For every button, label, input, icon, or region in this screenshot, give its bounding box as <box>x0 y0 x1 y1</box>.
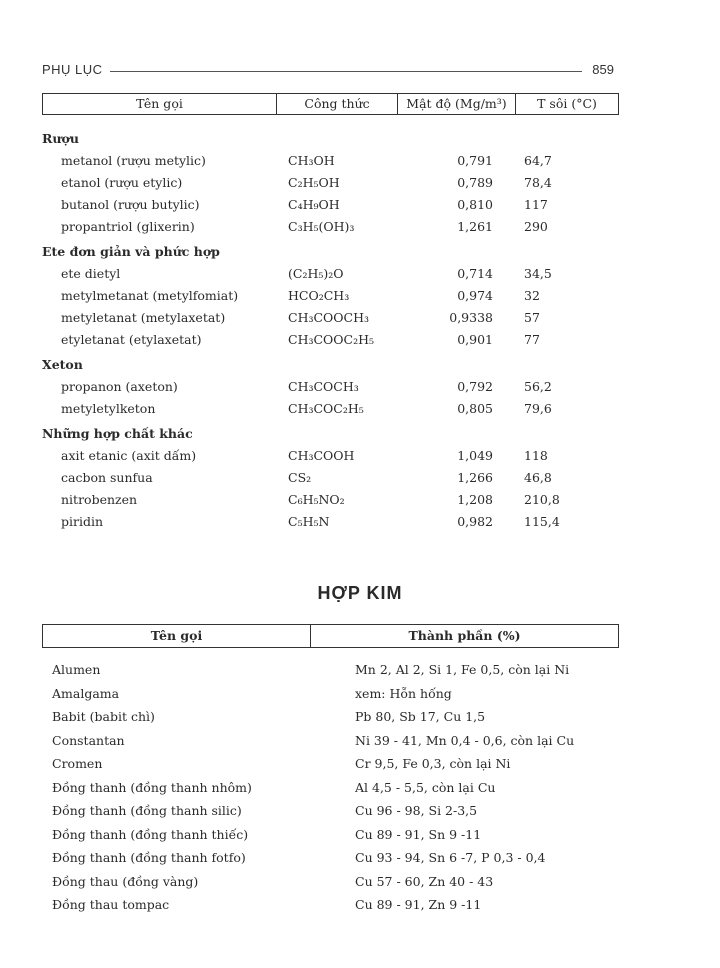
header-rule <box>110 71 582 72</box>
alloy-name: Đồng thanh (đồng thanh silic) <box>52 803 242 818</box>
compound-name: axit etanic (axit dấm) <box>61 448 197 463</box>
compound-boiling-point: 210,8 <box>524 492 560 507</box>
compound-name: propanon (axeton) <box>61 379 178 394</box>
compound-name: etyletanat (etylaxetat) <box>61 332 202 347</box>
compound-boiling-point: 115,4 <box>524 514 560 529</box>
page-header <box>42 60 614 80</box>
alloy-composition: Mn 2, Al 2, Si 1, Fe 0,5, còn lại Ni <box>355 662 570 677</box>
table-row <box>42 752 619 776</box>
compound-density: 0,901 <box>457 332 493 347</box>
table-row <box>42 398 619 420</box>
table-row <box>42 172 619 194</box>
compound-name: etanol (rượu etylic) <box>61 175 183 190</box>
section-title: PHỤ LỤC <box>42 62 103 77</box>
compound-density: 0,714 <box>457 266 493 281</box>
table-row <box>42 870 619 894</box>
compound-density: 1,261 <box>457 219 493 234</box>
compound-name: butanol (rượu butylic) <box>61 197 200 212</box>
compound-density: 0,9338 <box>449 310 493 325</box>
col-header-boiling-point: T sôi (°C) <box>537 96 597 111</box>
compound-density: 0,789 <box>457 175 493 190</box>
compound-boiling-point: 118 <box>524 448 548 463</box>
table-row <box>42 799 619 823</box>
col-header-formula: Công thức <box>277 94 398 114</box>
table-row <box>42 263 619 285</box>
table-row <box>42 823 619 847</box>
alloy-composition: Cu 93 - 94, Sn 6 -7, P 0,3 - 0,4 <box>355 850 546 865</box>
compound-formula: CH₃COCH₃ <box>288 379 359 394</box>
table-row <box>42 776 619 800</box>
compound-formula: CH₃COOC₂H₅ <box>288 332 375 347</box>
col-header-composition: Thành phần (%) <box>408 628 521 643</box>
compound-density: 0,974 <box>457 288 493 303</box>
compounds-table-header <box>42 93 619 115</box>
table-row <box>42 467 619 489</box>
alloy-name: Amalgama <box>52 685 120 701</box>
compound-name: piridin <box>61 514 104 529</box>
compound-name: metyletylketon <box>61 401 156 416</box>
compound-name: metyletanat (metylaxetat) <box>61 310 226 325</box>
alloy-table-body <box>42 658 619 917</box>
table-row <box>42 445 619 467</box>
group-title: Xeton <box>42 357 83 372</box>
table-row <box>42 285 619 307</box>
compound-formula: CS₂ <box>288 470 312 485</box>
compound-boiling-point: 32 <box>524 288 540 303</box>
table-row <box>42 682 619 706</box>
compound-boiling-point: 77 <box>524 332 540 347</box>
alloy-name: Alumen <box>52 662 101 677</box>
alloy-name: Đồng thanh (đồng thanh thiếc) <box>52 826 249 842</box>
compound-name: ete dietyl <box>61 266 121 281</box>
table-row <box>42 194 619 216</box>
compound-formula: C₅H₅N <box>288 514 330 529</box>
table-row <box>42 511 619 533</box>
compound-formula: CH₃COC₂H₅ <box>288 401 364 416</box>
compound-boiling-point: 78,4 <box>524 175 552 190</box>
compound-name: metylmetanat (metylfomiat) <box>61 288 239 303</box>
table-row <box>42 307 619 329</box>
alloy-name: Đồng thau tompac <box>52 897 170 912</box>
page-number: 859 <box>592 62 614 77</box>
compound-formula: (C₂H₅)₂O <box>288 266 344 281</box>
compound-formula: C₆H₅NO₂ <box>288 492 345 507</box>
table-row <box>42 329 619 351</box>
alloy-name: Constantan <box>52 732 125 748</box>
compound-density: 0,982 <box>457 514 493 529</box>
table-row <box>42 216 619 238</box>
compound-name: metanol (rượu metylic) <box>61 153 206 168</box>
compound-boiling-point: 56,2 <box>524 379 552 394</box>
compounds-table-body <box>42 128 619 533</box>
compound-boiling-point: 34,5 <box>524 266 552 281</box>
alloy-name: Đồng thau (đồng vàng) <box>52 873 199 889</box>
alloy-composition: Ni 39 - 41, Mn 0,4 - 0,6, còn lại Cu <box>355 732 575 748</box>
col-header-alloy-name: Tên gọi <box>43 625 311 647</box>
compound-density: 1,208 <box>457 492 493 507</box>
alloy-name: Đồng thanh (đồng thanh nhôm) <box>52 779 252 795</box>
table-row <box>42 705 619 729</box>
table-row <box>42 729 619 753</box>
alloy-composition: Cu 57 - 60, Zn 40 - 43 <box>355 873 494 889</box>
table-row <box>42 489 619 511</box>
compound-formula: C₂H₅OH <box>288 175 340 190</box>
compound-formula: CH₃COOCH₃ <box>288 310 370 325</box>
alloy-name: Cromen <box>52 756 103 771</box>
group-title: Ete đơn giản và phức hợp <box>42 244 220 259</box>
group-title: Những hợp chất khác <box>42 426 193 441</box>
alloy-composition: Al 4,5 - 5,5, còn lại Cu <box>355 779 496 795</box>
col-header-density: Mật độ (Mg/m³) <box>398 94 516 114</box>
compound-formula: C₄H₉OH <box>288 197 340 212</box>
alloy-composition: Cu 96 - 98, Si 2-3,5 <box>355 803 478 818</box>
compound-boiling-point: 46,8 <box>524 470 552 485</box>
compound-density: 0,810 <box>457 197 493 212</box>
alloy-table-header <box>42 624 619 648</box>
compound-boiling-point: 117 <box>524 197 548 212</box>
alloy-composition: xem: Hỗn hống <box>355 685 452 701</box>
compound-density: 1,266 <box>457 470 493 485</box>
alloy-composition: Cu 89 - 91, Sn 9 -11 <box>355 826 482 842</box>
alloy-name: Babit (babit chì) <box>52 709 155 724</box>
compound-boiling-point: 64,7 <box>524 153 552 168</box>
alloy-name: Đồng thanh (đồng thanh fotfo) <box>52 850 246 865</box>
compound-boiling-point: 57 <box>524 310 540 325</box>
compound-formula: CH₃COOH <box>288 448 355 463</box>
alloy-composition: Cu 89 - 91, Zn 9 -11 <box>355 897 482 912</box>
compound-name: cacbon sunfua <box>61 470 153 485</box>
table-row <box>42 846 619 870</box>
compound-name: nitrobenzen <box>61 492 138 507</box>
compound-formula: CH₃OH <box>288 153 335 168</box>
table-row <box>42 658 619 682</box>
alloy-section-title: HỢP KIM <box>317 583 403 603</box>
group-title: Rượu <box>42 131 79 146</box>
table-row <box>42 150 619 172</box>
compound-density: 0,791 <box>457 153 493 168</box>
compound-density: 0,792 <box>457 379 493 394</box>
compound-boiling-point: 290 <box>524 219 548 234</box>
table-row <box>42 376 619 398</box>
compound-formula: HCO₂CH₃ <box>288 288 350 303</box>
compound-boiling-point: 79,6 <box>524 401 552 416</box>
alloy-composition: Cr 9,5, Fe 0,3, còn lại Ni <box>355 756 511 771</box>
compound-density: 1,049 <box>457 448 493 463</box>
table-row <box>42 893 619 917</box>
alloy-composition: Pb 80, Sb 17, Cu 1,5 <box>355 709 486 724</box>
col-header-name: Tên gọi <box>43 94 277 114</box>
compound-name: propantriol (glixerin) <box>61 219 195 234</box>
compound-density: 0,805 <box>457 401 493 416</box>
compound-formula: C₃H₅(OH)₃ <box>288 219 355 234</box>
